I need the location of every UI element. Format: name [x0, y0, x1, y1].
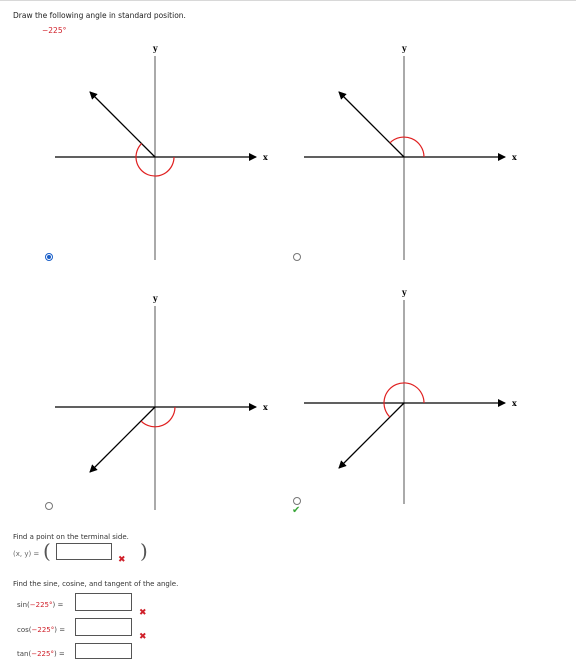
x-axis-label: x [263, 402, 268, 412]
graph-option-d[interactable] [304, 287, 517, 504]
graph-option-c[interactable] [55, 293, 268, 510]
sin-label: sin(−225°) = [17, 601, 64, 609]
radio-option-c[interactable] [45, 502, 53, 510]
question-prompt: Draw the following angle in standard position. [13, 11, 186, 20]
tan-func: tan [17, 650, 29, 658]
cos-incorrect-icon: ✖ [139, 632, 147, 642]
cos-arg: −225° [31, 626, 55, 634]
xy-prefix: (x, y) = [13, 550, 40, 558]
sin-func: sin [17, 601, 28, 609]
open-paren: ( [43, 539, 51, 563]
tan-label: tan(−225°) = [17, 650, 65, 658]
cos-func: cos [17, 626, 29, 634]
graph-option-b[interactable] [304, 43, 517, 260]
sin-incorrect-icon: ✖ [139, 608, 147, 618]
angle-arc [390, 137, 424, 157]
tan-input[interactable] [75, 643, 132, 659]
x-axis-label: x [512, 398, 517, 408]
terminal-ray [90, 407, 155, 472]
incorrect-icon: ✖ [118, 555, 126, 565]
sin-input[interactable] [75, 593, 132, 611]
graph-option-a[interactable] [55, 43, 268, 260]
given-angle: −225° [42, 26, 67, 35]
y-axis-label: y [153, 43, 158, 53]
x-axis-label: x [512, 152, 517, 162]
radio-option-a[interactable] [45, 253, 53, 261]
radio-option-d[interactable] [293, 497, 301, 505]
terminal-ray [339, 92, 404, 157]
trig-section-label: Find the sine, cosine, and tangent of the angle. [13, 580, 179, 588]
terminal-ray [90, 92, 155, 157]
y-axis-label: y [153, 293, 158, 303]
cos-label: cos(−225°) = [17, 626, 66, 634]
x-axis-label: x [263, 152, 268, 162]
y-axis-label: y [402, 287, 407, 297]
terminal-ray [339, 403, 404, 468]
point-section-label: Find a point on the terminal side. [13, 533, 129, 541]
close-paren: ) [140, 539, 148, 563]
angle-arc [141, 407, 175, 427]
cos-input[interactable] [75, 618, 132, 636]
correct-check-icon: ✔ [292, 505, 301, 516]
sin-arg: −225° [29, 601, 53, 609]
tan-arg: −225° [31, 650, 54, 658]
y-axis-label: y [402, 43, 407, 53]
radio-option-b[interactable] [293, 253, 301, 261]
point-input[interactable] [56, 543, 112, 560]
